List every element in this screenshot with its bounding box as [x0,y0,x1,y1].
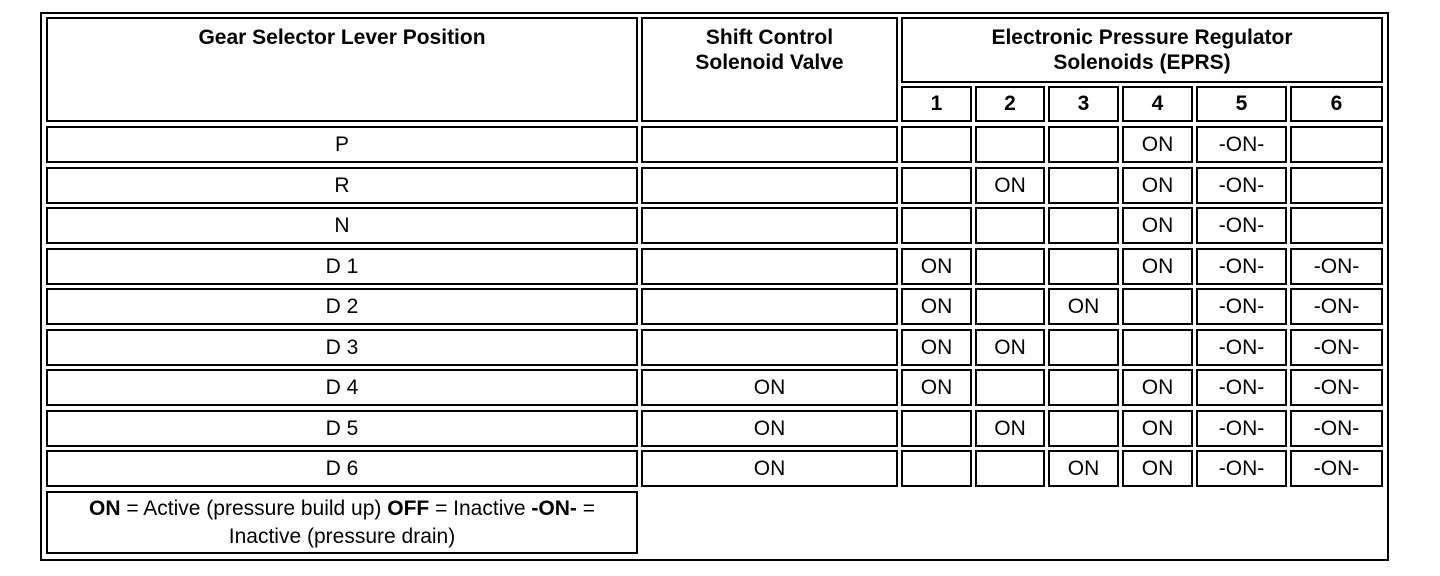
eprs-number-1: 1 [901,86,972,122]
row-eprs-3-cell: ON [1048,288,1119,325]
row-eprs-5-cell: -ON- [1196,410,1287,447]
eprs-number-2: 2 [975,86,1045,122]
row-shift-cell: ON [641,410,898,447]
row-shift-cell: ON [641,450,898,487]
legend-box [46,491,638,554]
row-eprs-3-cell [1048,329,1119,366]
header-gear-selector-label: Gear Selector Lever Position [198,26,486,49]
row-eprs-3-cell: ON [1048,450,1119,487]
row-shift-cell [641,167,898,204]
eprs-number-5: 5 [1196,86,1287,122]
row-eprs-4-cell: ON [1122,369,1193,406]
header-shift-control-solenoid [641,17,898,122]
row-eprs-6-cell: -ON- [1290,450,1383,487]
row-eprs-6-cell: -ON- [1290,248,1383,285]
row-eprs-6-cell: -ON- [1290,329,1383,366]
row-eprs-1-cell [901,126,972,163]
row-eprs-6-cell: -ON- [1290,369,1383,406]
row-eprs-6-cell [1290,126,1383,163]
legend-drain-definition: = Inactive (pressure drain) [228,496,601,548]
row-eprs-5-cell: -ON- [1196,207,1287,244]
row-eprs-5-cell: -ON- [1196,126,1287,163]
row-eprs-1-cell: ON [901,369,972,406]
row-eprs-4-cell: ON [1122,126,1193,163]
row-eprs-5-cell: -ON- [1196,167,1287,204]
row-eprs-6-cell: -ON- [1290,288,1383,325]
row-eprs-4-cell: ON [1122,450,1193,487]
eprs-number-6: 6 [1290,86,1383,122]
row-position-cell: D 4 [46,369,638,406]
row-eprs-2-cell [975,126,1045,163]
row-position-cell: N [46,207,638,244]
row-eprs-6-cell [1290,207,1383,244]
row-eprs-3-cell [1048,369,1119,406]
row-eprs-1-cell: ON [901,329,972,366]
row-shift-cell [641,207,898,244]
row-eprs-4-cell: ON [1122,207,1193,244]
row-shift-cell [641,126,898,163]
header-shift-label-line1: Shift Control [705,26,834,49]
row-eprs-3-cell [1048,248,1119,285]
row-eprs-2-cell: ON [975,329,1045,366]
row-shift-cell: ON [641,369,898,406]
row-position-cell: D 3 [46,329,638,366]
row-eprs-5-cell: -ON- [1196,450,1287,487]
row-eprs-4-cell [1122,288,1193,325]
row-eprs-5-cell: -ON- [1196,248,1287,285]
header-eprs-label-line2: Solenoids (EPRS) [1053,51,1231,75]
eprs-number-3: 3 [1048,86,1119,122]
legend-on-definition: = Active (pressure build up) [120,496,388,520]
row-eprs-4-cell: ON [1122,248,1193,285]
header-eprs [901,17,1383,83]
row-eprs-5-cell: -ON- [1196,329,1287,366]
row-shift-cell [641,288,898,325]
row-eprs-6-cell [1290,167,1383,204]
row-eprs-1-cell: ON [901,248,972,285]
row-position-cell: D 5 [46,410,638,447]
row-eprs-3-cell [1048,167,1119,204]
row-eprs-5-cell: -ON- [1196,369,1287,406]
row-eprs-3-cell [1048,207,1119,244]
row-position-cell: P [46,126,638,163]
row-eprs-2-cell: ON [975,410,1045,447]
row-eprs-2-cell [975,450,1045,487]
legend-off-term: OFF [387,496,430,520]
legend-off-definition: = Inactive [429,496,532,520]
legend-on-term: ON [89,496,121,520]
row-shift-cell [641,248,898,285]
header-eprs-label-line1: Electronic Pressure Regulator [991,26,1293,49]
row-eprs-2-cell [975,207,1045,244]
row-position-cell: D 1 [46,248,638,285]
row-eprs-6-cell: -ON- [1290,410,1383,447]
row-position-cell: R [46,167,638,204]
row-eprs-4-cell [1122,329,1193,366]
row-eprs-2-cell [975,369,1045,406]
row-eprs-1-cell [901,410,972,447]
row-eprs-4-cell: ON [1122,410,1193,447]
row-eprs-2-cell: ON [975,167,1045,204]
row-eprs-2-cell [975,288,1045,325]
row-eprs-4-cell: ON [1122,167,1193,204]
row-eprs-2-cell [975,248,1045,285]
legend-drain-term: -ON- [531,496,577,520]
row-eprs-3-cell [1048,410,1119,447]
row-position-cell: D 2 [46,288,638,325]
eprs-number-4: 4 [1122,86,1193,122]
header-gear-selector-position [46,17,638,122]
row-eprs-1-cell [901,207,972,244]
row-eprs-3-cell [1048,126,1119,163]
row-position-cell: D 6 [46,450,638,487]
legend-text [50,495,634,551]
row-eprs-1-cell [901,450,972,487]
header-shift-label-line2: Solenoid Valve [695,51,844,75]
row-eprs-5-cell: -ON- [1196,288,1287,325]
row-eprs-1-cell: ON [901,288,972,325]
row-eprs-1-cell [901,167,972,204]
row-shift-cell [641,329,898,366]
